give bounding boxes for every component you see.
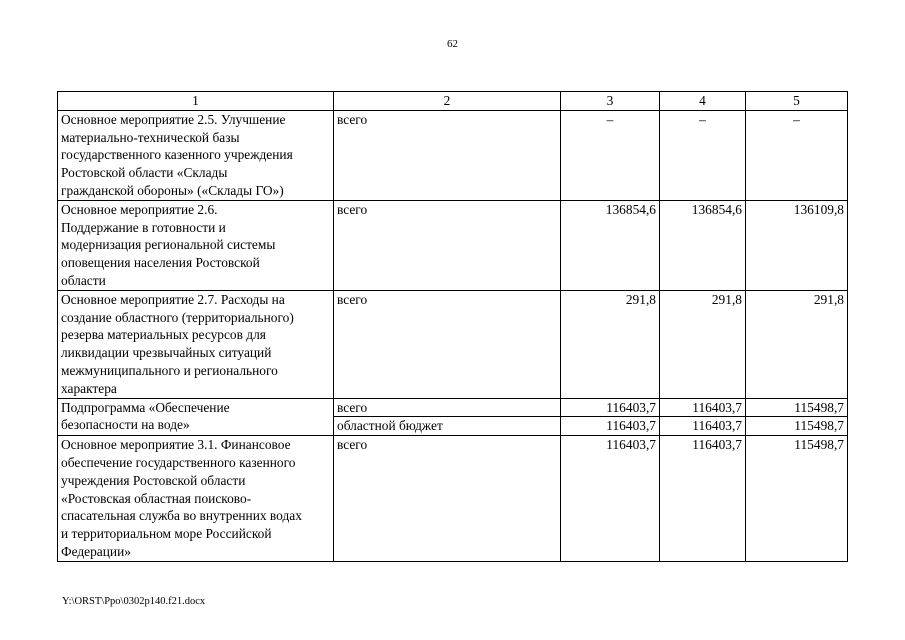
table-row bbox=[58, 398, 848, 417]
table-row bbox=[58, 436, 848, 562]
value-cell: – bbox=[561, 110, 660, 200]
footer-file-path: Y:\ORST\Ppo\0302p140.f21.docx bbox=[62, 596, 206, 607]
value-cell: 116403,7 bbox=[660, 398, 746, 417]
page-number: 62 bbox=[447, 38, 458, 50]
value-cell: – bbox=[746, 110, 848, 200]
value-cell: 115498,7 bbox=[746, 398, 848, 417]
table-row bbox=[58, 110, 848, 200]
activity-name-cell bbox=[58, 200, 334, 290]
funding-type-cell: всего bbox=[334, 110, 561, 200]
funding-type-cell: всего bbox=[334, 398, 561, 417]
column-header: 1 bbox=[58, 92, 334, 111]
value-cell: 136854,6 bbox=[660, 200, 746, 290]
activity-name: Основное мероприятие 2.7. Расходы на создание областного (территориального) резерва материальных ресурсов для ликвидации чрезвычайных ситуаций межмуниципального и регионального характера bbox=[61, 291, 294, 396]
activity-name: Подпрограмма «Обеспечение безопасности на воде» bbox=[61, 399, 230, 433]
budget-table bbox=[57, 91, 848, 562]
value-cell: 116403,7 bbox=[561, 398, 660, 417]
activity-name-cell bbox=[58, 398, 334, 436]
activity-name-cell bbox=[58, 290, 334, 398]
value-cell: 136854,6 bbox=[561, 200, 660, 290]
funding-type-cell: всего bbox=[334, 290, 561, 398]
value-cell: 291,8 bbox=[660, 290, 746, 398]
activity-name: Основное мероприятие 2.5. Улучшение материально-технической базы государственного казенного учреждения Ростовской области «Склады гражданской обороны» («Склады ГО») bbox=[61, 111, 293, 198]
column-header: 4 bbox=[660, 92, 746, 111]
activity-name: Основное мероприятие 3.1. Финансовое обеспечение государственного казенного учреждения Ростовской области «Ростовская областная поисково- спасательная служба во внутренних водах и территориальном море Российской Федерации» bbox=[61, 437, 302, 559]
value-cell: 136109,8 bbox=[746, 200, 848, 290]
table-header-row bbox=[58, 92, 848, 111]
value-cell: 115498,7 bbox=[746, 417, 848, 436]
table-row bbox=[58, 290, 848, 398]
value-cell: 291,8 bbox=[561, 290, 660, 398]
value-cell: 115498,7 bbox=[746, 436, 848, 562]
value-cell: – bbox=[660, 110, 746, 200]
table-row bbox=[58, 200, 848, 290]
column-header: 3 bbox=[561, 92, 660, 111]
activity-name-cell bbox=[58, 436, 334, 562]
funding-type-cell: областной бюджет bbox=[334, 417, 561, 436]
value-cell: 116403,7 bbox=[660, 436, 746, 562]
activity-name: Основное мероприятие 2.6. Поддержание в готовности и модернизация региональной системы оповещения населения Ростовской области bbox=[61, 201, 276, 288]
value-cell: 116403,7 bbox=[660, 417, 746, 436]
funding-type-cell: всего bbox=[334, 200, 561, 290]
value-cell: 291,8 bbox=[746, 290, 848, 398]
activity-name-cell bbox=[58, 110, 334, 200]
funding-type-cell: всего bbox=[334, 436, 561, 562]
column-header: 2 bbox=[334, 92, 561, 111]
value-cell: 116403,7 bbox=[561, 436, 660, 562]
column-header: 5 bbox=[746, 92, 848, 111]
value-cell: 116403,7 bbox=[561, 417, 660, 436]
